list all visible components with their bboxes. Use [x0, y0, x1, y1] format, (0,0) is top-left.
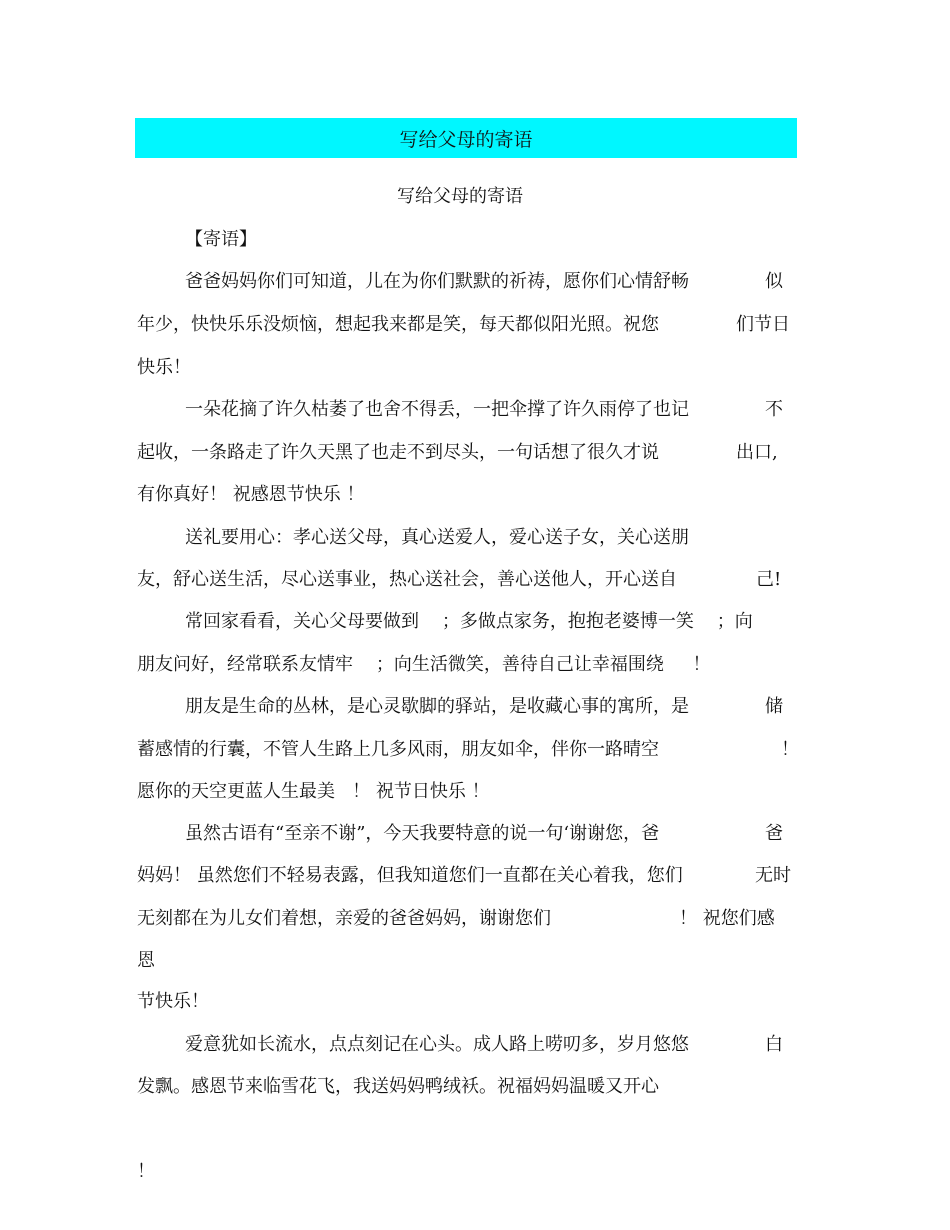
text-line: 一朵花摘了许久枯萎了也舍不得丢，一把伞撑了许久雨停了也记 [185, 399, 689, 420]
document-title-banner: 写给父母的寄语 [135, 118, 797, 158]
text-line-tail: 似 [765, 271, 783, 292]
text-line: 节快乐！ [137, 991, 209, 1012]
text-line: 有你真好！ 祝感恩节快乐 ！ [137, 484, 365, 505]
text-line: 蓄感情的行囊，不管人生路上几多风雨，朋友如伞，伴你一路晴空 [137, 739, 659, 760]
text-line-tail: ！ [781, 739, 799, 760]
text-line: 年少，快快乐乐没烦恼，想起我来都是笑，每天都似阳光照。祝您 [137, 314, 659, 335]
text-line-tail: 们节日 [736, 314, 790, 335]
text-line: 妈妈！ 虽然您们不轻易表露，但我知道您们一直都在关心着我，您们 [137, 865, 683, 886]
text-line: 发飘。感恩节来临雪花飞，我送妈妈鸭绒袄。祝福妈妈温暖又开心 [137, 1076, 659, 1097]
text-line: 快乐！ [137, 357, 191, 378]
text-line: 爱意犹如长流水，点点刻记在心头。成人路上唠叨多，岁月悠悠 [185, 1034, 689, 1055]
text-line: 愿你的天空更蓝人生最美 ！ 祝节日快乐 ！ [137, 781, 490, 802]
text-line: 起收，一条路走了许久天黑了也走不到尽头，一句话想了很久才说 [137, 442, 659, 463]
text-line: 朋友问好，经常联系友情牢 ；向生活微笑，善待自己让幸福围绕 ！ [137, 654, 711, 675]
text-line: ！ [137, 1161, 155, 1182]
text-line-tail: 出口, [736, 442, 778, 463]
text-line-tail: 白 [765, 1034, 783, 1055]
text-line-tail: 无时 [755, 865, 791, 886]
text-line-tail: 不 [765, 399, 783, 420]
text-line: 爸爸妈妈你们可知道，儿在为你们默默的祈祷，愿你们心情舒畅 [185, 271, 689, 292]
text-line-tail: ！ 祝您们感 [679, 908, 775, 929]
section-heading: 【寄语】 [185, 229, 257, 250]
text-line: 虽然古语有“至亲不谢”，今天我要特意的说一句‘谢谢您，爸 [185, 823, 660, 844]
text-line: 常回家看看，关心父母要做到 ；多做点家务，抱抱老婆博一笑 ；向 [185, 611, 753, 632]
text-line-tail: 己! [756, 569, 782, 590]
text-line: 无刻都在为儿女们着想，亲爱的爸爸妈妈，谢谢您们 [137, 908, 551, 929]
text-line-tail: 爸 [765, 823, 783, 844]
text-line-tail: 储 [765, 696, 783, 717]
text-line: 恩 [137, 950, 155, 971]
text-line: 送礼要用心：孝心送父母，真心送爱人，爱心送子女，关心送朋 [185, 527, 689, 548]
text-line: 友，舒心送生活，尽心送事业，热心送社会，善心送他人，开心送自 [137, 569, 677, 590]
document-subtitle: 写给父母的寄语 [397, 186, 523, 207]
text-line: 朋友是生命的丛林，是心灵歇脚的驿站，是收藏心事的寓所，是 [185, 696, 689, 717]
